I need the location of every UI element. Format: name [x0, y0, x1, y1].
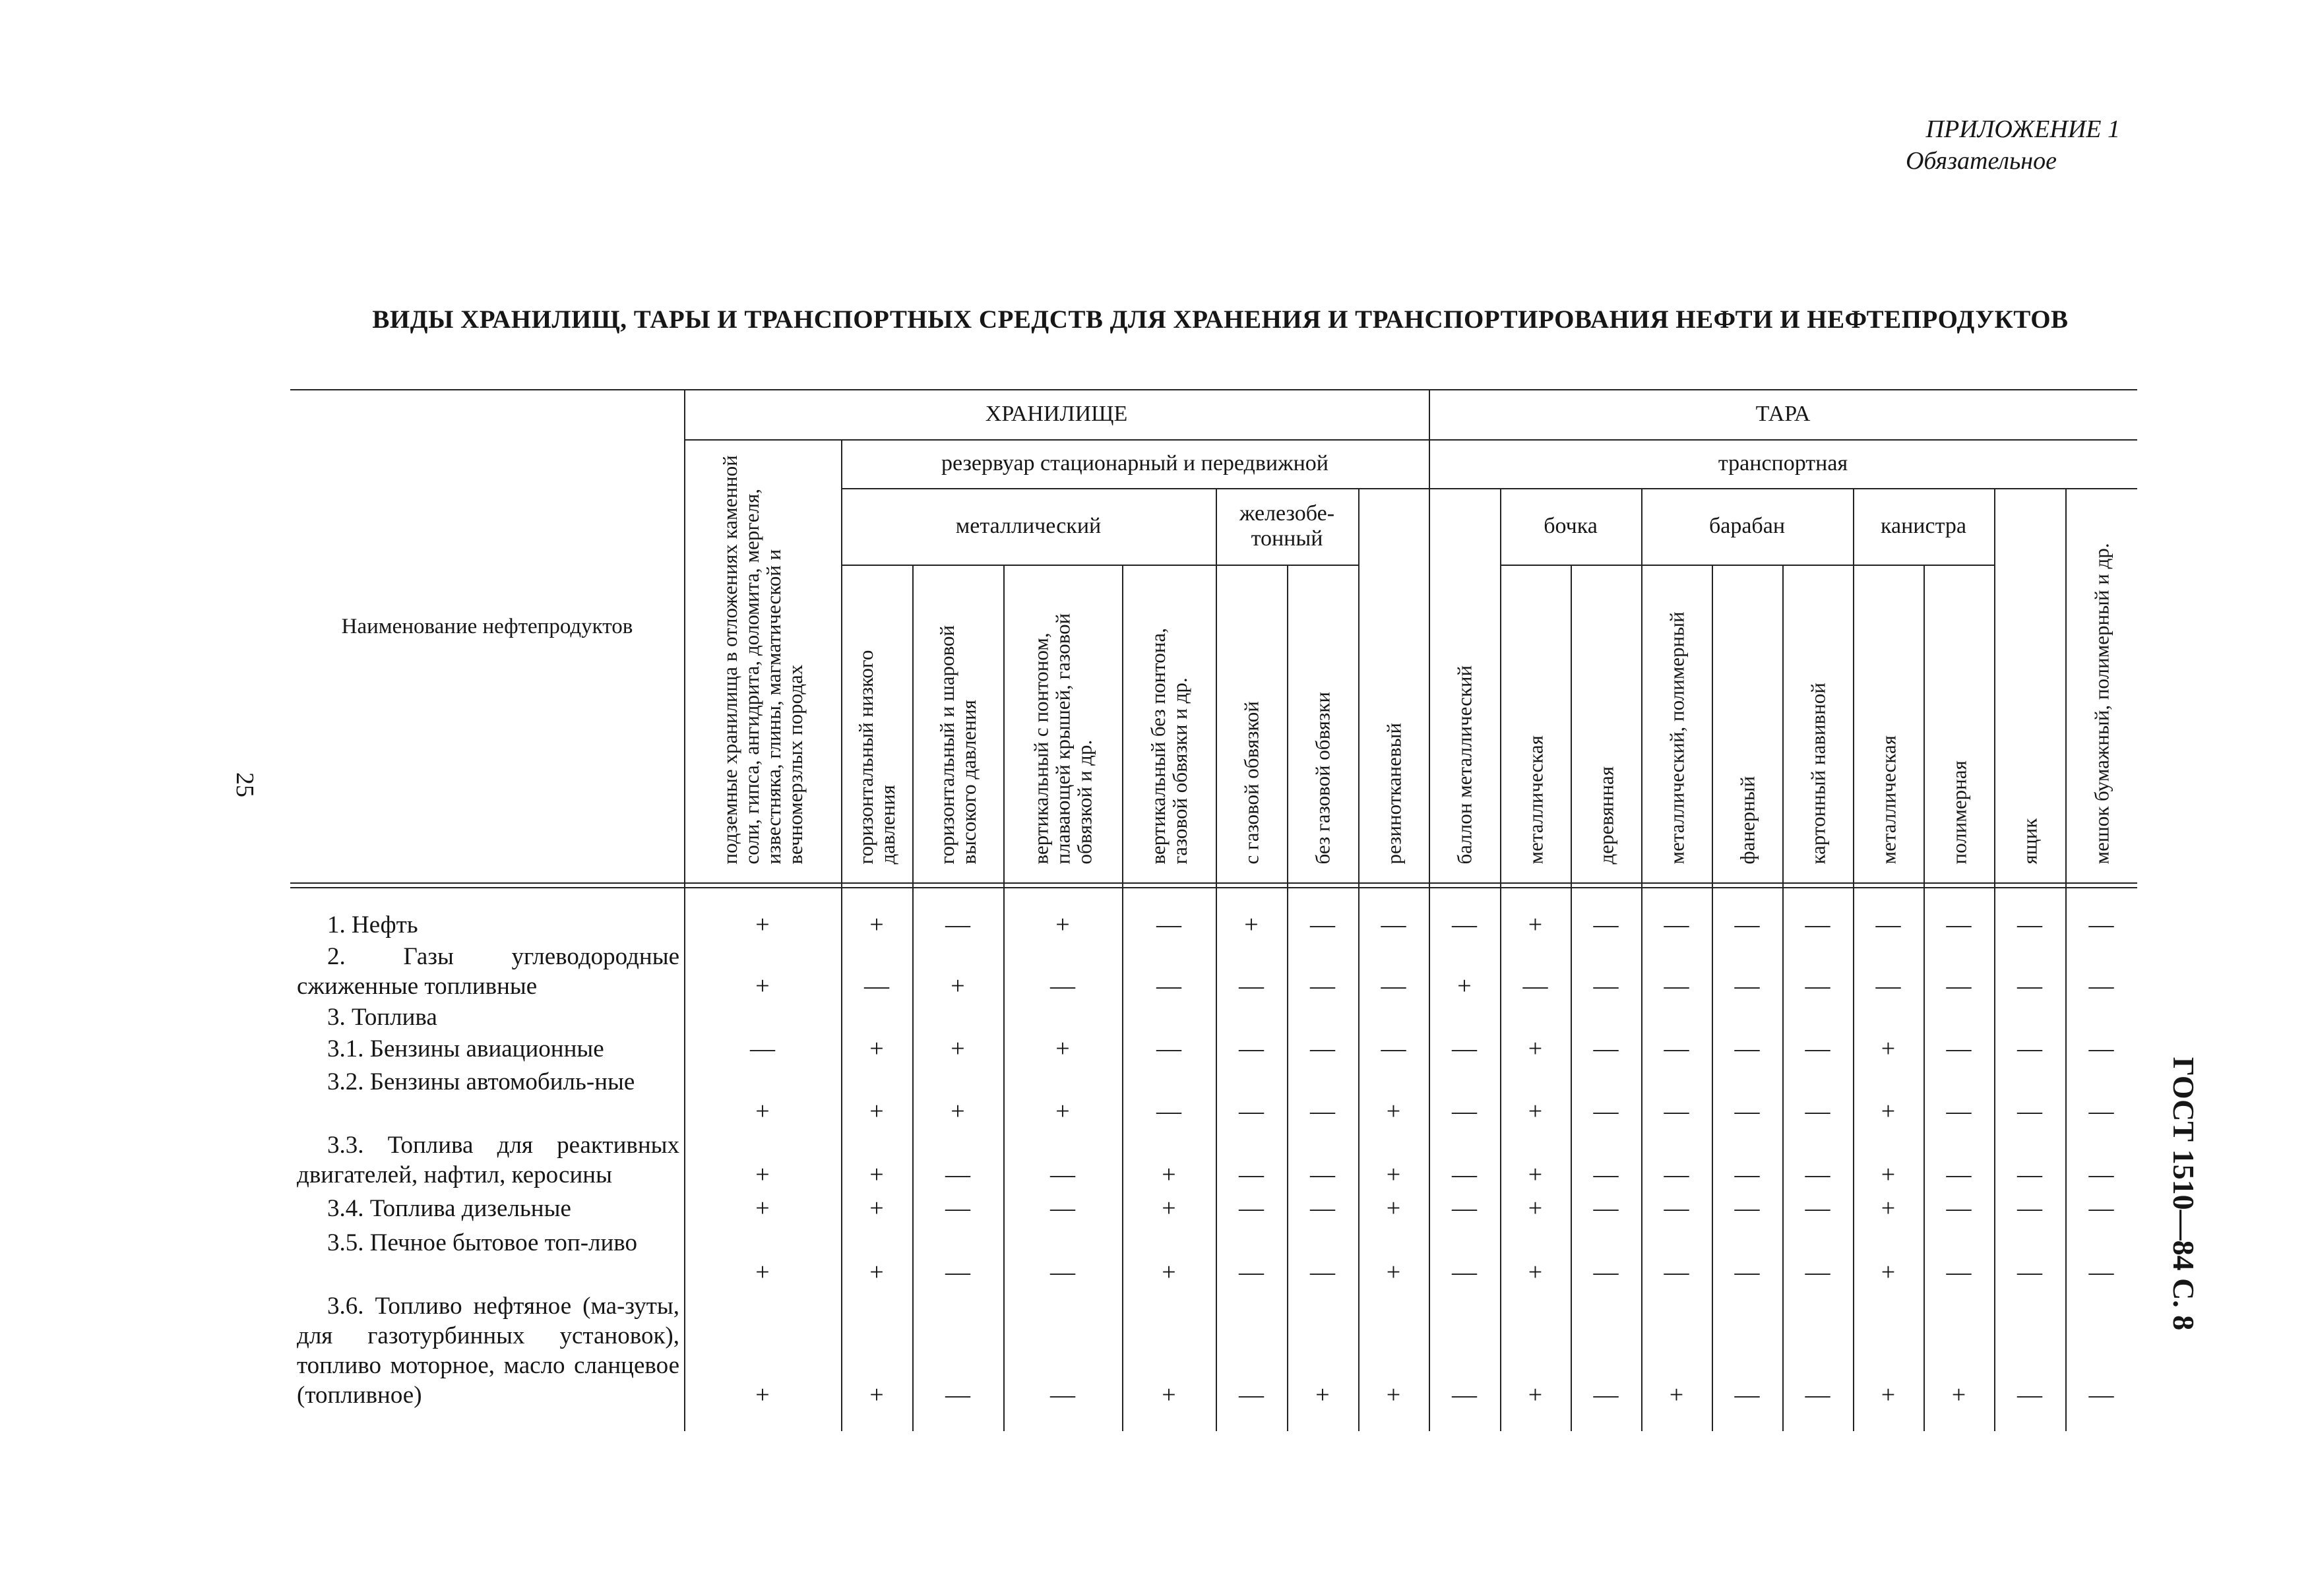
cell-dash: —	[1381, 911, 1406, 938]
cell-dash: —	[2088, 1161, 2114, 1188]
cell-dash: —	[2088, 972, 2114, 1000]
column-header-18	[2065, 488, 2137, 874]
column-header-product-name: Наименование нефтепродуктов	[341, 615, 633, 638]
column-header-label: без газовой обвязки	[1311, 691, 1334, 864]
cell-dash: —	[1239, 1194, 1264, 1222]
cell-dash: —	[1946, 1258, 1972, 1286]
cell-dash: —	[1522, 972, 1548, 1000]
column-header-label: картонный навивной	[1806, 682, 1829, 864]
cell-dash: —	[1946, 1161, 1972, 1188]
cell-dash: —	[1593, 1194, 1619, 1222]
cell-dash: —	[1050, 1381, 1075, 1409]
cell-plus: +	[755, 1194, 770, 1222]
cell-dash: —	[1310, 972, 1335, 1000]
cell-dash: —	[1946, 911, 1972, 938]
cell-plus: +	[951, 1097, 965, 1125]
standard-designation: ГОСТ 1510—84 С. 8	[2167, 1057, 2201, 1331]
cell-dash: —	[1593, 1381, 1619, 1409]
column-header-4	[1003, 565, 1122, 874]
column-header-14	[1782, 565, 1853, 874]
cell-plus: +	[1528, 1035, 1543, 1062]
cell-dash: —	[1664, 1258, 1689, 1286]
cell-dash: —	[1156, 1097, 1181, 1125]
group-header-tara: ТАРА	[1755, 402, 1811, 426]
subheader-transport: транспортная	[1718, 451, 1848, 476]
cell-dash: —	[2017, 972, 2042, 1000]
cell-dash: —	[1310, 1035, 1335, 1062]
column-header-label: деревянная	[1594, 766, 1617, 864]
column-header-label: ящик	[2018, 818, 2042, 864]
column-header-label: резинотканевый	[1382, 722, 1405, 864]
group-header-storage: ХРАНИЛИЩЕ	[985, 402, 1128, 426]
column-header-label: подземные хранилища в отложениях каменной соли, гипса, ангидрита, доломита, мергеля, известняка, глины, магматической и вечномерзлых породах	[718, 454, 807, 864]
header-bottom-rule	[290, 882, 2137, 884]
column-header-label: баллон металлический	[1453, 665, 1476, 864]
cell-dash: —	[1593, 1097, 1619, 1125]
cell-plus: +	[755, 1161, 770, 1188]
cell-plus: +	[869, 911, 884, 938]
page-number: 25	[231, 772, 259, 797]
column-header-label: металлическая	[1877, 735, 1900, 864]
cell-dash: —	[1734, 972, 1760, 1000]
cell-dash: —	[1593, 1161, 1619, 1188]
cell-dash: —	[1946, 1194, 1972, 1222]
cell-plus: +	[1244, 911, 1259, 938]
cell-plus: +	[1881, 1381, 1896, 1409]
cell-dash: —	[1593, 1258, 1619, 1286]
subheader-metal: металлический	[955, 514, 1102, 538]
cell-dash: —	[1664, 972, 1689, 1000]
cell-dash: —	[1734, 1161, 1760, 1188]
cell-dash: —	[1805, 1097, 1830, 1125]
cell-dash: —	[1805, 911, 1830, 938]
cell-dash: —	[1310, 1097, 1335, 1125]
cell-dash: —	[2088, 1097, 2114, 1125]
cell-dash: —	[2017, 1097, 2042, 1125]
column-header-label: металлическая	[1524, 735, 1547, 864]
cell-dash: —	[1593, 911, 1619, 938]
cell-plus: +	[1386, 1258, 1401, 1286]
cell-dash: —	[1239, 1381, 1264, 1409]
cell-dash: —	[1664, 911, 1689, 938]
cell-dash: —	[2088, 1035, 2114, 1062]
cell-dash: —	[1050, 1161, 1075, 1188]
cell-dash: —	[2017, 1035, 2042, 1062]
cell-plus: +	[1528, 1381, 1543, 1409]
cell-dash: —	[750, 1035, 775, 1062]
cell-plus: +	[951, 1035, 965, 1062]
cell-dash: —	[1734, 1097, 1760, 1125]
cell-dash: —	[1239, 1258, 1264, 1286]
cell-dash: —	[1452, 1194, 1477, 1222]
cell-plus: +	[1386, 1381, 1401, 1409]
column-header-label: горизонтальный низкого давления	[854, 650, 899, 864]
cell-plus: +	[1669, 1381, 1684, 1409]
cell-plus: +	[1386, 1194, 1401, 1222]
column-header-6	[1216, 565, 1287, 874]
appendix-status: Обязательное	[1905, 147, 2057, 175]
cell-dash: —	[1050, 1194, 1075, 1222]
cell-dash: —	[1805, 1161, 1830, 1188]
cell-dash: —	[1156, 911, 1181, 938]
cell-plus: +	[755, 1097, 770, 1125]
cell-dash: —	[1946, 1035, 1972, 1062]
cell-plus: +	[1528, 1161, 1543, 1188]
cell-plus: +	[869, 1097, 884, 1125]
cell-plus: +	[1528, 1194, 1543, 1222]
cell-dash: —	[2017, 1194, 2042, 1222]
header-bottom-rule-double	[290, 887, 2137, 888]
column-header-2	[841, 565, 912, 874]
cell-dash: —	[1805, 1381, 1830, 1409]
cell-plus: +	[1881, 1161, 1896, 1188]
column-header-label: фанерный	[1736, 776, 1759, 864]
cell-plus: +	[755, 1381, 770, 1409]
cell-plus: +	[1386, 1161, 1401, 1188]
cell-dash: —	[1156, 1035, 1181, 1062]
cell-dash: —	[945, 1258, 970, 1286]
cell-dash: —	[1239, 1035, 1264, 1062]
cell-dash: —	[945, 1161, 970, 1188]
subheader-drum: барабан	[1708, 514, 1786, 538]
cell-dash: —	[1734, 1381, 1760, 1409]
row-product-name: 1. Нефть	[327, 911, 418, 938]
cell-dash: —	[1310, 1194, 1335, 1222]
subheader-canister: канистра	[1881, 514, 1966, 538]
cell-dash: —	[1734, 1258, 1760, 1286]
cell-plus: +	[869, 1161, 884, 1188]
row-product-name: 2. Газы углеводородные сжиженные топливные	[297, 943, 679, 1000]
column-header-label: с газовой обвязкой	[1239, 700, 1263, 864]
cell-dash: —	[1805, 1258, 1830, 1286]
column-header-1	[684, 439, 841, 874]
row-product-name: 3.4. Топлива дизельные	[327, 1195, 571, 1222]
cell-dash: —	[1734, 1035, 1760, 1062]
cell-dash: —	[864, 972, 889, 1000]
appendix-block	[1906, 113, 2120, 177]
cell-dash: —	[1946, 972, 1972, 1000]
cell-plus: +	[1055, 1035, 1070, 1062]
cell-plus: +	[951, 972, 965, 1000]
cell-plus: +	[755, 972, 770, 1000]
cell-dash: —	[1664, 1194, 1689, 1222]
column-header-5	[1122, 565, 1216, 874]
cell-dash: —	[1310, 1258, 1335, 1286]
cell-plus: +	[1881, 1258, 1896, 1286]
column-header-13	[1712, 565, 1782, 874]
cell-dash: —	[1381, 972, 1406, 1000]
cell-dash: —	[945, 1381, 970, 1409]
column-header-8	[1358, 488, 1429, 874]
cell-dash: —	[2017, 1381, 2042, 1409]
column-header-16	[1923, 565, 1994, 874]
cell-dash: —	[1875, 972, 1901, 1000]
cell-dash: —	[1734, 1194, 1760, 1222]
cell-dash: —	[945, 1194, 970, 1222]
subheader-reservoir: резервуар стационарный и передвижной	[941, 451, 1329, 476]
cell-dash: —	[1664, 1161, 1689, 1188]
subheader-barrel: бочка	[1544, 514, 1598, 538]
column-header-label: вертикальный без понтона, газовой обвязки и др.	[1146, 627, 1191, 864]
column-header-11	[1571, 565, 1641, 874]
cell-plus: +	[1528, 1258, 1543, 1286]
cell-dash: —	[1805, 1194, 1830, 1222]
subheader-reinforced-concrete: железобе- тонный	[1239, 501, 1335, 551]
cell-dash: —	[945, 911, 970, 938]
cell-dash: —	[1593, 972, 1619, 1000]
row-product-name: 3.1. Бензины авиационные	[327, 1035, 604, 1062]
cell-plus: +	[1055, 911, 1070, 938]
cell-plus: +	[1881, 1194, 1896, 1222]
cell-plus: +	[1315, 1381, 1330, 1409]
cell-dash: —	[1805, 1035, 1830, 1062]
column-header-label: металлический, полимерный	[1665, 611, 1688, 864]
cell-dash: —	[1734, 911, 1760, 938]
column-header-17	[1994, 488, 2065, 874]
cell-dash: —	[1156, 972, 1181, 1000]
column-header-15	[1853, 565, 1923, 874]
column-header-7	[1287, 565, 1358, 874]
cell-plus: +	[1162, 1194, 1176, 1222]
cell-dash: —	[1875, 911, 1901, 938]
cell-plus: +	[1881, 1097, 1896, 1125]
cell-dash: —	[1452, 1381, 1477, 1409]
column-header-12	[1641, 565, 1712, 874]
cell-plus: +	[869, 1035, 884, 1062]
cell-dash: —	[2088, 911, 2114, 938]
row-product-name: 3.3. Топлива для реактивных двигателей, нафтил, керосины	[297, 1132, 679, 1188]
column-header-3	[912, 565, 1003, 874]
cell-plus: +	[1055, 1097, 1070, 1125]
cell-plus: +	[1162, 1161, 1176, 1188]
column-header-label: горизонтальный и шаровой высокого давления	[935, 625, 980, 864]
cell-dash: —	[1452, 1258, 1477, 1286]
cell-dash: —	[1664, 1035, 1689, 1062]
cell-plus: +	[869, 1381, 884, 1409]
cell-dash: —	[2017, 911, 2042, 938]
cell-plus: +	[1528, 911, 1543, 938]
cell-dash: —	[2017, 1161, 2042, 1188]
cell-dash: —	[1381, 1035, 1406, 1062]
cell-plus: +	[1162, 1258, 1176, 1286]
cell-plus: +	[1386, 1097, 1401, 1125]
cell-plus: +	[869, 1194, 884, 1222]
cell-dash: —	[1310, 911, 1335, 938]
cell-dash: —	[1452, 1035, 1477, 1062]
row-product-name: 3.2. Бензины автомобиль-ные	[327, 1068, 635, 1095]
cell-dash: —	[2017, 1258, 2042, 1286]
cell-dash: —	[1452, 1097, 1477, 1125]
cell-plus: +	[869, 1258, 884, 1286]
cell-plus: +	[1162, 1381, 1176, 1409]
cell-dash: —	[1452, 1161, 1477, 1188]
cell-plus: +	[755, 911, 770, 938]
cell-dash: —	[1805, 972, 1830, 1000]
appendix-label: ПРИЛОЖЕНИЕ 1	[1925, 115, 2120, 143]
column-header-10	[1500, 565, 1571, 874]
cell-dash: —	[1664, 1097, 1689, 1125]
cell-dash: —	[1310, 1161, 1335, 1188]
row-product-name: 3.6. Топливо нефтяное (ма-зуты, для газотурбинных установок), топливо моторное, масло сланцевое (топливное)	[297, 1293, 679, 1409]
cell-dash: —	[2088, 1381, 2114, 1409]
cell-dash: —	[1452, 911, 1477, 938]
cell-plus: +	[755, 1258, 770, 1286]
column-header-label: вертикальный с понтоном, плавающей крышей, газовой обвязкой и др.	[1029, 613, 1096, 864]
cell-plus: +	[1951, 1381, 1966, 1409]
column-header-9	[1429, 488, 1500, 874]
cell-dash: —	[1593, 1035, 1619, 1062]
cell-plus: +	[1528, 1097, 1543, 1125]
row-product-name: 3. Топлива	[327, 1004, 437, 1031]
cell-plus: +	[1881, 1035, 1896, 1062]
cell-dash: —	[2088, 1258, 2114, 1286]
cell-dash: —	[1946, 1097, 1972, 1125]
cell-plus: +	[1457, 972, 1472, 1000]
cell-dash: —	[1239, 1161, 1264, 1188]
document-title: ВИДЫ ХРАНИЛИЩ, ТАРЫ И ТРАНСПОРТНЫХ СРЕДСТВ ДЛЯ ХРАНЕНИЯ И ТРАНСПОРТИРОВАНИЯ НЕФТИ И НЕФТЕПРОДУКТОВ	[372, 305, 2069, 334]
row-product-name: 3.5. Печное бытовое топ-ливо	[327, 1229, 637, 1256]
cell-dash: —	[1050, 1258, 1075, 1286]
cell-dash: —	[1239, 972, 1264, 1000]
cell-dash: —	[2088, 1194, 2114, 1222]
cell-dash: —	[1239, 1097, 1264, 1125]
column-header-label: мешок бумажный, полимерный и др.	[2090, 542, 2113, 864]
column-header-label: полимерная	[1947, 760, 1970, 864]
cell-dash: —	[1050, 972, 1075, 1000]
